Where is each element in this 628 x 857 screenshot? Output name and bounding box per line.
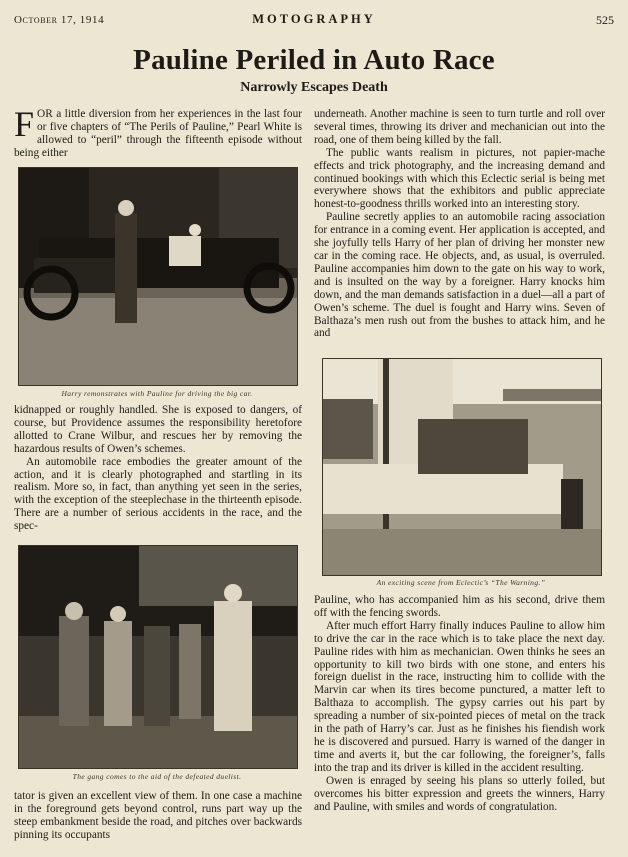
photo-gang-scene — [18, 545, 298, 769]
paragraph-2: kidnapped or roughly handled. She is exposed to dangers, of course, but Providence assumes the responsibility heretofore allotted to Crane Wilbur, and rescues her by removing the hazardous results of Owen’s schemes. — [14, 404, 302, 455]
paragraph-6: Pauline secretly applies to an automobile racing association for entrance in a coming event. Her application is accepted, and she joyfully tells Harry of her plan of driving her monster new car in the coming race. He objects, and, as usual, is overruled. Pauline accompanies him down to the gate on his way to work, and is insulted on the way by a foreigner. Harry knocks him down, and the man demands satisfaction in a duel—all a part of Owen’s scheme. The duel is fought and Harry wins. Seven of Balthaza’s men rush out from the bushes to attack him, and he and — [314, 211, 605, 340]
caption-car: Harry remonstrates with Pauline for driving the big car. — [61, 389, 253, 398]
paragraph-5: The public wants realism in pictures, not papier-mache effects and trick photography, and the increasing demand and continued bookings with which this Eclectic serial is being met everywhere shows that the exhibitors and public appreciate honest-to-goodness thrills worked into an interesting story. — [314, 146, 605, 211]
left-column-bottom-text — [14, 790, 302, 842]
paragraph-3-continued: tator is given an excellent view of them. In one case a machine in the foreground gets beyond control, runs part way up the steep embankment beside the road, and pitches over backwards pinning its occupants — [14, 790, 302, 841]
issue-date: October 17, 1914 — [14, 14, 105, 26]
page-number: 525 — [596, 13, 614, 27]
paragraph-3: An automobile race embodies the greater amount of the action, and it is clearly photographed and startling in its realism. More so, in fact, than anything yet seen in the series, with the exception of the steeplechase in the thirteenth episode. There are a number of serious accidents in the race, and the spec- — [14, 455, 302, 533]
photo-dock-scene — [322, 358, 602, 576]
page-header — [14, 12, 614, 28]
magazine-name: MOTOGRAPHY — [252, 12, 376, 26]
paragraph-7: Pauline, who has accompanied him as his second, drive them off with the fencing swords. — [314, 594, 605, 619]
paragraph-4: underneath. Another machine is seen to turn turtle and roll over several times, throwing its driver and mechanician out into the road, one of them being killed by the fall. — [314, 108, 605, 146]
right-column-top-text — [314, 108, 605, 340]
paragraph-8: After much effort Harry finally induces Pauline to allow him to drive the car in the race which is to take place the next day. Pauline rides with him as mechanician. Owen thinks he sees an opportunity to kill two birds with one stone, and enters his foreign duelist in the race, instructing him to collide with the Marvin car when its tires become punctured, a matter left to Balthaza to accomplish. The gypsy carries out his part by spreading a number of six-pointed pieces of metal on the track in the path of Harry’s car. Just as he finishes his fiendish work he is discovered and pursued. Harry is warned of the danger in time and averts it, but the car following, the foreigner’s, falls into the trap and its driver is killed in the accident resulting. — [314, 619, 605, 774]
caption-gang: The gang comes to the aid of the defeated duelist. — [72, 772, 242, 781]
drop-cap: F — [14, 104, 35, 144]
left-column-text — [14, 404, 302, 533]
paragraph-9: Owen is enraged by seeing his plans so utterly foiled, but overcomes his bitter expression and greets the winners, Harry and Pauline, with smiles and words of congratulation. — [314, 774, 605, 813]
intro-text: OR a little diversion from her experiences in the last four or five chapters of “The Perils of Pauline,” Pearl White is allowed to “peril” through the fifteenth episode without being either — [14, 108, 302, 159]
right-column-bottom-text — [314, 594, 605, 813]
caption-dock: An exciting scene from Eclectic’s “The Warning.” — [376, 578, 546, 587]
article-title: Pauline Periled in Auto Race — [133, 44, 495, 76]
photo-car-scene — [18, 167, 298, 386]
intro-paragraph — [14, 104, 302, 160]
article-subtitle: Narrowly Escapes Death — [240, 80, 388, 95]
